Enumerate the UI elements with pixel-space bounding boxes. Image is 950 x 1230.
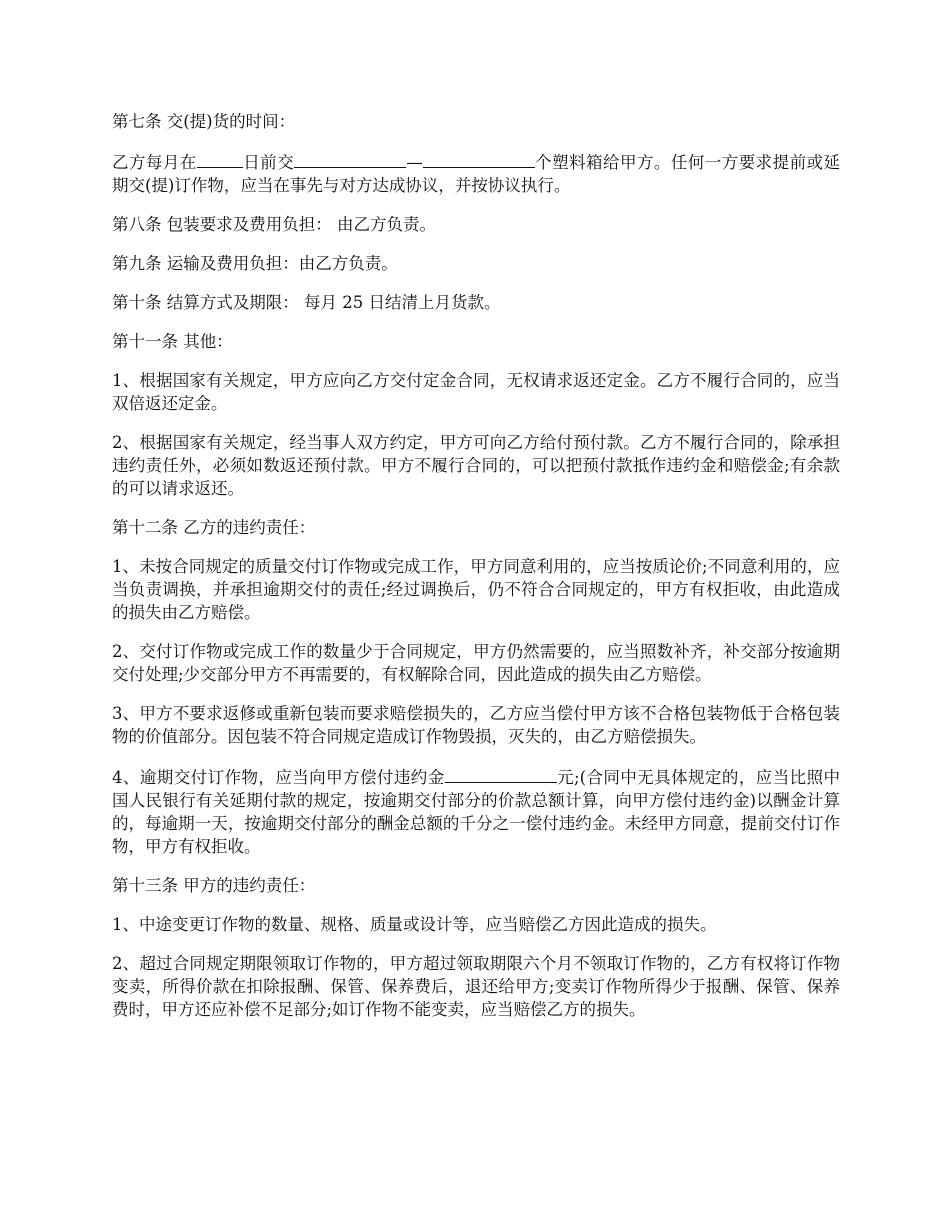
- clause-10: 第十条 结算方式及期限： 每月 25 日结清上月货款。: [112, 293, 501, 312]
- clause-9: 第九条 运输及费用负担：由乙方负责。: [112, 254, 398, 273]
- quantity-min-blank[interactable]: [294, 149, 406, 168]
- clause-12-item-3: 3、甲方不要求返修或重新包装而要求赔偿损失的，乙方应当偿付甲方该不合格包装物低于合格包装物的价值部分。因包装不符合同规定造成订作物毁损，灭失的，由乙方赔偿损失。: [112, 704, 840, 746]
- clause-11-item-2: 2、根据国家有关规定，经当事人双方约定，甲方可向乙方给付预付款。乙方不履行合同的，除承担违约责任外，必须如数返还预付款。甲方不履行合同的，可以把预付款抵作违约金和赔偿金;有余款的可以请求返还。: [112, 433, 840, 498]
- clause-12-item-2: 2、交付订作物或完成工作的数量少于合同规定，甲方仍然需要的，应当照数补齐，补交部分按逾期交付处理;少交部分甲方不再需要的，有权解除合同，因此造成的损失由乙方赔偿。: [112, 642, 840, 684]
- clause-7-text-prefix: 乙方每月在: [112, 153, 197, 172]
- clause-7-dash: —: [406, 153, 423, 172]
- day-blank[interactable]: [197, 149, 243, 168]
- clause-13-item-1: 1、中途变更订作物的数量、规格、质量或设计等，应当赔偿乙方因此造成的损失。: [112, 915, 717, 934]
- clause-12-item-4: [112, 764, 840, 858]
- penalty-amount-blank[interactable]: [445, 764, 557, 783]
- clause-7-text-mid: 日前交: [242, 153, 295, 172]
- quantity-max-blank[interactable]: [423, 149, 535, 168]
- contract-page: [112, 110, 840, 1037]
- clause-7-heading: 第七条 交(提)货的时间：: [112, 112, 296, 131]
- clause-13-heading: 第十三条 甲方的违约责任：: [112, 876, 316, 895]
- clause-11-item-1: 1、根据国家有关规定，甲方应向乙方交付定金合同，无权请求返还定金。乙方不履行合同的，应当双倍返还定金。: [112, 371, 840, 413]
- clause-12-item-4-prefix: 4、逾期交付订作物，应当向甲方偿付违约金: [112, 768, 445, 787]
- clause-7-text: [112, 149, 840, 197]
- clause-12-heading: 第十二条 乙方的违约责任：: [112, 518, 316, 537]
- clause-12-item-4-suffix: 元;(合同中无具体规定的，应当比照中国人民银行有关延期付款的规定，按逾期交付部分的价款总额计算，向甲方偿付违约金)以酬金计算的，每逾期一天，按逾期交付部分的酬金总额的千分之一偿付违约金。未经甲方同意，提前交付订作物，甲方有权拒收。: [112, 768, 841, 856]
- clause-11-heading: 第十一条 其他：: [112, 332, 233, 351]
- clause-8: 第八条 包装要求及费用负担： 由乙方负责。: [112, 215, 436, 234]
- clause-12-item-1: 1、未按合同规定的质量交付订作物或完成工作，甲方同意利用的，应当按质论价;不同意利用的，应当负责调换，并承担逾期交付的责任;经过调换后，仍不符合合同规定的，甲方有权拒收，由此造成的损失由乙方赔偿。: [112, 557, 840, 622]
- clause-13-item-2: 2、超过合同规定期限领取订作物的，甲方超过领取期限六个月不领取订作物的，乙方有权将订作物变卖，所得价款在扣除报酬、保管、保养费后，退还给甲方;变卖订作物所得少于报酬、保管、保养费时，甲方还应补偿不足部分;如订作物不能变卖，应当赔偿乙方的损失。: [112, 954, 840, 1019]
- clause-7-text-suffix: 个塑料箱给甲方。任何一方要求提前或延期交(提)订作物，应当在事先与对方达成协议，并按协议执行。: [112, 153, 841, 195]
